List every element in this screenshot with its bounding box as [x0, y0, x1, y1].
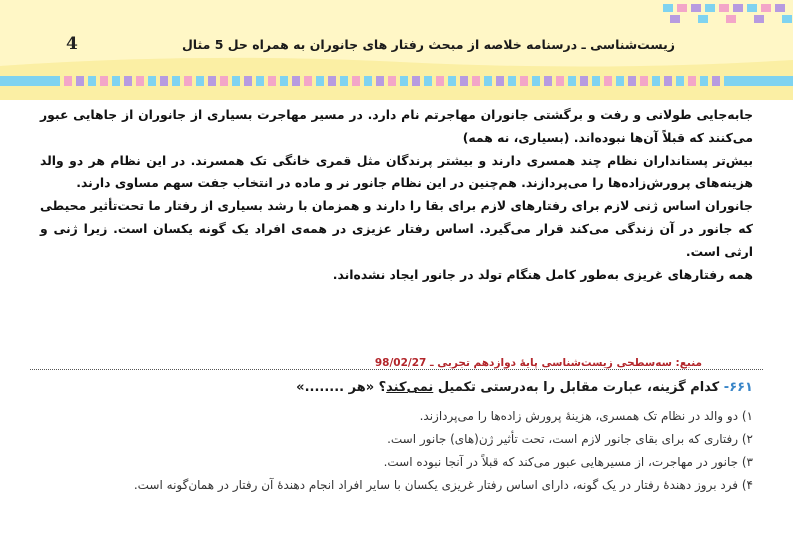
answer-option-2[interactable]: ۲) رفتاری که برای بقای جانور لازم است، تحت تأثیر ژن(های) جانور است. — [387, 432, 753, 446]
header-color-strip — [0, 74, 793, 88]
header-corner-decoration — [653, 0, 793, 28]
lesson-text — [40, 104, 753, 286]
question-stem — [296, 380, 753, 395]
page-number: 4 — [66, 34, 78, 54]
paragraph: جانوران اساس ژنی لازم برای رفتارهای لازم برای بقا را دارند و همزمان با رشد بسیاری از رفتار ما تحت‌تأثیر محیطی که جانور در آن زندگی می‌کند قرار می‌گیرد. اساس رفتار عزیزی در همه‌ی افراد یک گونه یکسان است. زیرا ژنی و ارثی است. — [40, 198, 753, 259]
section-divider — [30, 369, 763, 370]
page-header — [0, 0, 793, 100]
answer-option-4[interactable]: ۴) فرد بروز دهندهٔ رفتار در یک گونه، دارای اساس رفتار غریزی یکسان با سایر افراد انجام دهندهٔ آن رفتار در همان‌گونه است. — [133, 478, 753, 492]
source-citation: منبع: سه‌سطحی زیست‌شناسی پایهٔ دوازدهم تجربی ـ 98/02/27 — [372, 357, 705, 369]
paragraph: جابه‌جایی طولانی و رفت و برگشتی جانوران مهاجرتم نام دارد. در مسیر مهاجرت بسیاری از جانوران از جاهایی عبور می‌کنند که قبلاً آن‌ها نبوده‌اند. (بسیاری، نه همه) — [40, 107, 753, 145]
question-text-start: کدام گزینه، عبارت مقابل را به‌درستی تکمیل — [433, 380, 724, 395]
header-title: زیست‌شناسی ـ درسنامه خلاصه از مبحث رفتار های جانوران به همراه حل 5 مثال — [181, 37, 675, 52]
question-number: ۶۶۱- — [723, 380, 753, 395]
answer-options — [40, 405, 753, 497]
answer-option-3[interactable]: ۳) جانور در مهاجرت، از مسیرهایی عبور می‌کند که قبلاً در آنجا نبوده است. — [383, 455, 753, 469]
question-negation: نمی‌کند — [386, 380, 434, 395]
paragraph: همه رفتارهای غریزی به‌طور کامل هنگام تولد در جانور ایجاد نشده‌اند. — [332, 266, 753, 282]
paragraph: بیش‌تر پستانداران نظام چند همسری دارند و بیشتر پرندگان مثل قمری خانگی تک همسرند. در این نظام هر دو والد هزینه‌های پرورش‌زاده‌ها را می‌پردازند. هم‌چنین در این نظام جانور نر و ماده در انتخاب جفت سهم مساوی دارند. — [40, 152, 753, 191]
answer-option-1[interactable]: ۱) دو والد در نظام تک همسری، هزینهٔ پرورش زاده‌ها را می‌پردازند. — [419, 409, 753, 423]
question-text-end: ؟ «هر ........» — [296, 380, 387, 395]
